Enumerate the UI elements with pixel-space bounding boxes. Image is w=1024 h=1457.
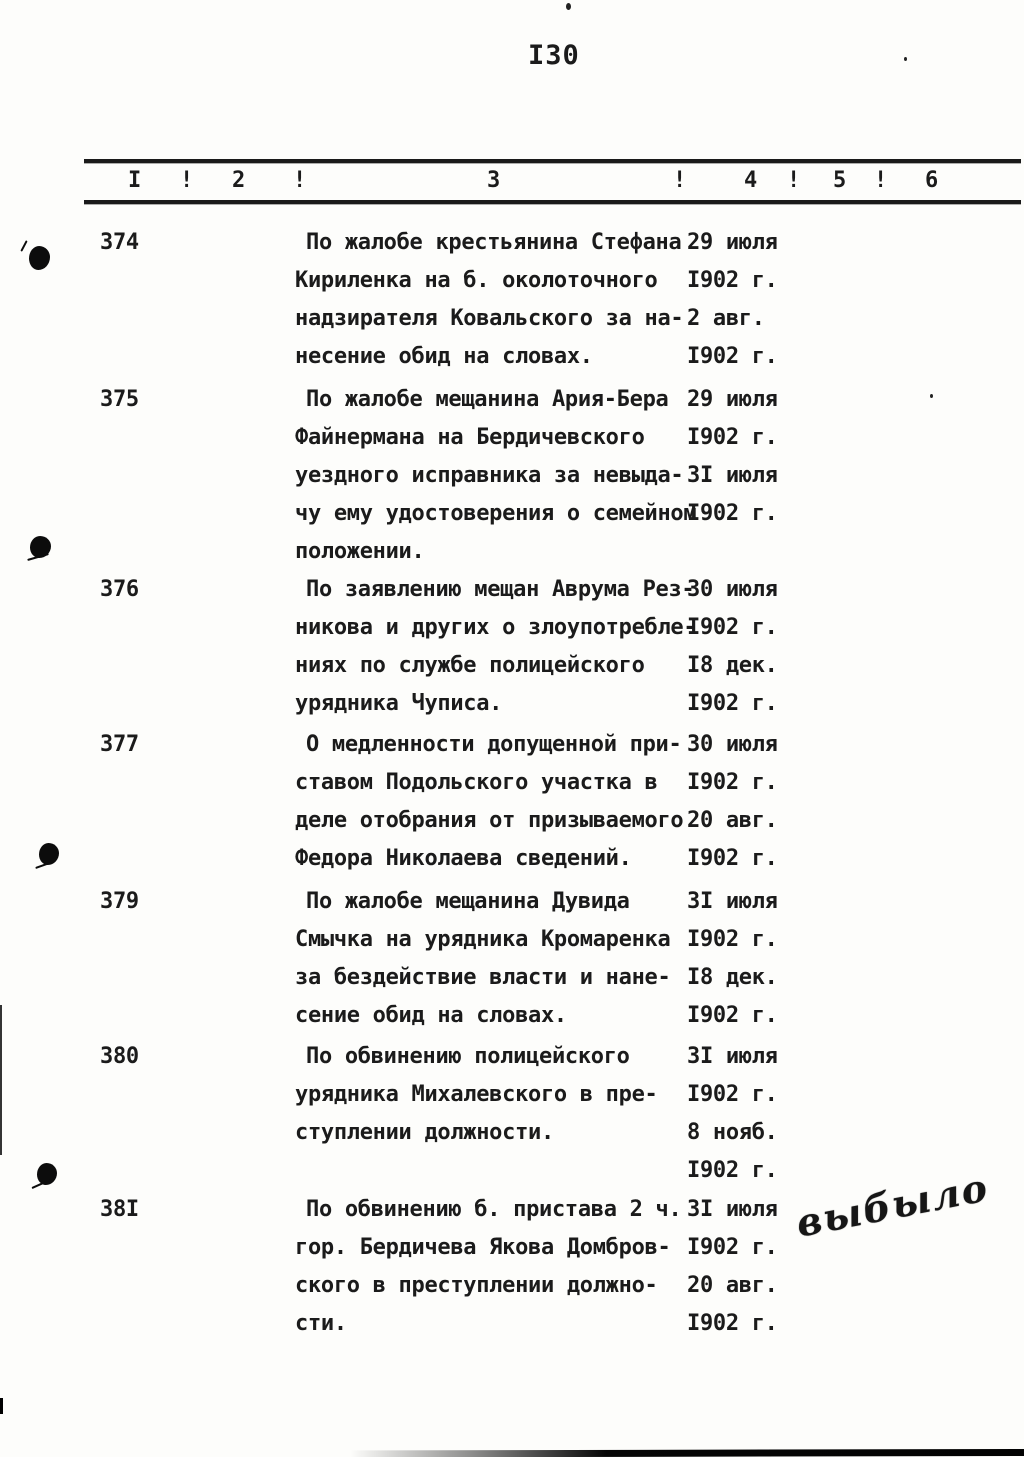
entry-number: 374 bbox=[100, 230, 139, 255]
date-line: I8 дек. bbox=[687, 653, 778, 678]
description-line: Смычка на урядника Кромаренка bbox=[295, 927, 671, 952]
header-separator: ! bbox=[874, 168, 887, 193]
description-line: положении. bbox=[295, 539, 425, 564]
date-line: I902 г. bbox=[687, 425, 778, 450]
entry-number: 38I bbox=[100, 1197, 139, 1222]
scan-edge-left-line bbox=[0, 1005, 2, 1155]
date-line: 3I июля bbox=[687, 889, 778, 914]
date-line: I902 г. bbox=[687, 927, 778, 952]
entry-dates bbox=[685, 883, 800, 1035]
page-number: I30 bbox=[528, 40, 580, 71]
entry-description bbox=[295, 726, 685, 878]
handwritten-note: выбыло bbox=[792, 1164, 993, 1246]
date-line: I902 г. bbox=[687, 1003, 778, 1028]
description-line: деле отобрания от призываемого bbox=[295, 808, 684, 833]
entry-number: 379 bbox=[100, 889, 139, 914]
date-line: 29 июля bbox=[687, 230, 778, 255]
date-line: I902 г. bbox=[687, 1311, 778, 1336]
header-separator: ! bbox=[293, 168, 306, 193]
description-line: за бездействие власти и нане- bbox=[295, 965, 671, 990]
description-line: ского в преступлении должно- bbox=[295, 1273, 658, 1298]
date-line: I902 г. bbox=[687, 1235, 778, 1260]
date-line: I902 г. bbox=[687, 268, 778, 293]
ink-blot-1-tail bbox=[20, 240, 27, 252]
table-row-38I bbox=[100, 1191, 800, 1343]
date-line: I902 г. bbox=[687, 846, 778, 871]
header-separator: ! bbox=[180, 168, 193, 193]
entry-dates bbox=[685, 224, 800, 376]
date-line: I902 г. bbox=[687, 615, 778, 640]
header-column-2: 2 bbox=[232, 168, 245, 193]
description-line: По заявлению мещан Аврума Рез- bbox=[306, 577, 695, 602]
header-separator: ! bbox=[673, 168, 686, 193]
description-line: Кириленка на б. околоточного bbox=[295, 268, 658, 293]
description-line: По жалобе мещанина Дувида bbox=[306, 889, 630, 914]
entry-dates bbox=[685, 726, 800, 878]
header-column-3: 3 bbox=[487, 168, 500, 193]
description-line: надзирателя Ковальского за на- bbox=[295, 306, 684, 331]
description-line: По обвинению б. пристава 2 ч. bbox=[306, 1197, 682, 1222]
description-line: ниях по службе полицейского bbox=[295, 653, 645, 678]
date-line: 20 авг. bbox=[687, 808, 778, 833]
date-line: I902 г. bbox=[687, 691, 778, 716]
header-bottom-rule bbox=[84, 200, 1021, 204]
description-line: чу ему удостоверения о семейном bbox=[295, 501, 697, 526]
ink-blot-1 bbox=[29, 246, 50, 270]
description-line: несение обид на словах. bbox=[295, 344, 593, 369]
date-line: I902 г. bbox=[687, 1082, 778, 1107]
entry-description bbox=[295, 1038, 685, 1190]
entry-number: 376 bbox=[100, 577, 139, 602]
description-line: ступлении должности. bbox=[295, 1120, 554, 1145]
entry-dates bbox=[685, 571, 800, 723]
description-line: По обвинению полицейского bbox=[306, 1044, 630, 1069]
date-line: 29 июля bbox=[687, 387, 778, 412]
date-line: I902 г. bbox=[687, 1158, 778, 1183]
description-line: Федора Николаева сведений. bbox=[295, 846, 632, 871]
description-line: О медленности допущенной при- bbox=[306, 732, 682, 757]
table-row-374 bbox=[100, 224, 800, 376]
table-header bbox=[84, 159, 1021, 204]
table-row-380 bbox=[100, 1038, 800, 1190]
description-line: По жалобе крестьянина Стефана bbox=[306, 230, 682, 255]
entry-dates bbox=[685, 381, 800, 571]
header-column-4: 4 bbox=[744, 168, 757, 193]
description-line: урядника Чуписа. bbox=[295, 691, 503, 716]
header-column-I: I bbox=[128, 168, 141, 193]
description-line: никова и других о злоупотребле- bbox=[295, 615, 697, 640]
date-line: I8 дек. bbox=[687, 965, 778, 990]
date-line: 3I июля bbox=[687, 463, 778, 488]
description-line: По жалобе мещанина Ария-Бера bbox=[306, 387, 669, 412]
table-row-379 bbox=[100, 883, 800, 1035]
date-line: 30 июля bbox=[687, 732, 778, 757]
description-line: урядника Михалевского в пре- bbox=[295, 1082, 658, 1107]
date-line: I902 г. bbox=[687, 770, 778, 795]
date-line: I902 г. bbox=[687, 501, 778, 526]
date-line: I902 г. bbox=[687, 344, 778, 369]
description-line: сти. bbox=[295, 1311, 347, 1336]
paper-speck bbox=[930, 394, 933, 398]
entry-description bbox=[295, 381, 697, 571]
description-line: сение обид на словах. bbox=[295, 1003, 567, 1028]
date-line: 2 авг. bbox=[687, 306, 765, 331]
paper-speck bbox=[904, 57, 907, 61]
entry-number: 375 bbox=[100, 387, 139, 412]
entry-number: 380 bbox=[100, 1044, 139, 1069]
date-line: 20 авг. bbox=[687, 1273, 778, 1298]
date-line: 3I июля bbox=[687, 1044, 778, 1069]
header-column-5: 5 bbox=[833, 168, 846, 193]
description-line: ставом Подольского участка в bbox=[295, 770, 658, 795]
header-top-rule bbox=[84, 159, 1021, 163]
description-line: уездного исправника за невыда- bbox=[295, 463, 684, 488]
date-line: 3I июля bbox=[687, 1197, 778, 1222]
entry-description bbox=[295, 224, 685, 376]
description-line: Файнермана на Бердичевского bbox=[295, 425, 645, 450]
paper-speck bbox=[566, 3, 571, 10]
table-row-375 bbox=[100, 381, 800, 571]
entry-description bbox=[295, 1191, 685, 1343]
description-line: гор. Бердичева Якова Домбров- bbox=[295, 1235, 671, 1260]
table-row-376 bbox=[100, 571, 800, 723]
table-row-377 bbox=[100, 726, 800, 878]
entry-number: 377 bbox=[100, 732, 139, 757]
inventory-entries bbox=[100, 224, 800, 1343]
entry-description bbox=[295, 883, 685, 1035]
scan-edge-left-mark bbox=[0, 1398, 3, 1414]
date-line: 30 июля bbox=[687, 577, 778, 602]
entry-dates bbox=[685, 1191, 800, 1343]
header-column-6: 6 bbox=[925, 168, 938, 193]
header-separator: ! bbox=[787, 168, 800, 193]
entry-description bbox=[295, 571, 697, 723]
date-line: 8 нояб. bbox=[687, 1120, 778, 1145]
entry-dates bbox=[685, 1038, 800, 1190]
